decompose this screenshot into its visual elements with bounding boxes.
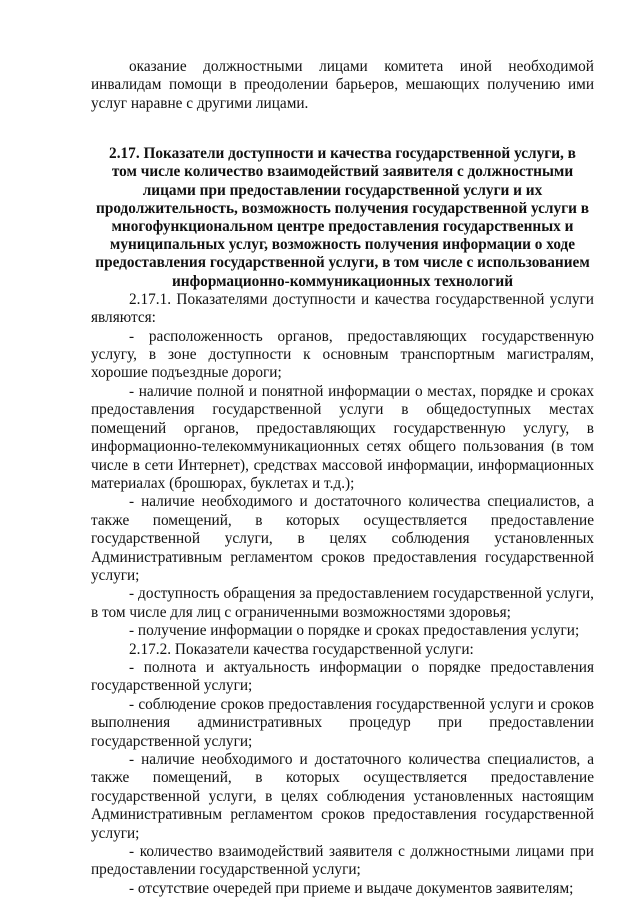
list-item-deadlines: - соблюдение сроков предоставления государственной услуги и сроков выполнения административных процедур при предоставлении государственной услуги;	[91, 695, 594, 750]
list-item-location: - расположенность органов, предоставляющих государственную услугу, в зоне доступности к основным транспортным магистралям, хорошие подъездные дороги;	[91, 327, 594, 382]
list-item-specialists-quality: - наличие необходимого и достаточного количества специалистов, а также помещений, в которых осуществляется предоставление государственной услуги, в целях соблюдения установленных настоящим Административным регламентом сроков предоставления государственной услуги;	[91, 751, 594, 842]
section-heading: 2.17. Показатели доступности и качества государственной услуги, в том числе количество взаимодействий заявителя с должностными лицами при предоставлении государственной услуги и их продолжительность, возможность получения государственной услуги в многофункциональном центре предоставления государственных и муниципальных услуг, возможность получения информации о ходе предоставления государственной услуги, в том числе с использованием информационно-коммуникационных технологий	[95, 145, 590, 290]
paragraph-2-17-2: 2.17.2. Показатели качества государственной услуги:	[129, 640, 474, 658]
list-item-information: - наличие полной и понятной информации о местах, порядке и сроках предоставления государственной услуги в общедоступных местах помещений органов, предоставляющих государственную услугу, в информационно-телекоммуникационных сетях общего пользования (в том числе в сети Интернет), средствах массовой информации, информационных материалах (брошюрах, буклетах и т.д.);	[91, 382, 594, 492]
list-item-no-queues: - отсутствие очередей при приеме и выдаче документов заявителям;	[129, 879, 574, 897]
list-item-completeness: - полнота и актуальность информации о порядке предоставления государственной услуги;	[91, 658, 594, 695]
list-item-interactions: - количество взаимодействий заявителя с должностными лицами при предоставлении государственной услуги;	[91, 843, 594, 879]
list-item-accessibility: - доступность обращения за предоставлением государственной услуги, в том числе для лиц с ограниченными возможностями здоровья;	[91, 585, 594, 621]
document-page	[91, 58, 594, 898]
paragraph-2-17-1: 2.17.1. Показателями доступности и качества государственной услуги являются:	[91, 290, 594, 327]
intro-paragraph: оказание должностными лицами комитета иной необходимой инвалидам помощи в преодолении барьеров, мешающих получению ими услуг наравне с другими лицами.	[91, 58, 594, 112]
list-item-getting-info: - получение информации о порядке и сроках предоставления услуги;	[129, 622, 580, 640]
list-item-specialists: - наличие необходимого и достаточного количества специалистов, а также помещений, в которых осуществляется предоставление государственной услуги, в целях соблюдения установленных Административным регламентом сроков предоставления государственной услуги;	[91, 493, 594, 584]
